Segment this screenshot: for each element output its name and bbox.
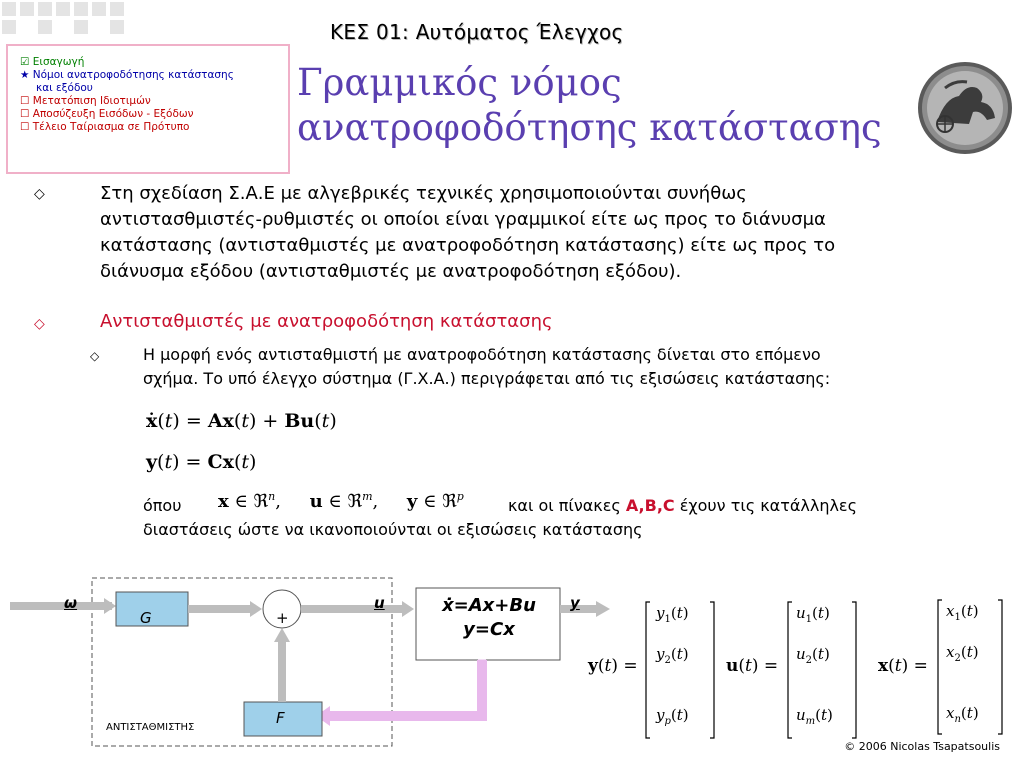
slide-title: Γραμμικός νόμος ανατροφοδότησης κατάστασης [297, 61, 882, 149]
u-vector-entries: $u_1(t)$ $u_2(t)$ $u_m(t)$ [796, 604, 833, 727]
dimension-definitions: x ∈ ℜ$^n$, u ∈ ℜ$^m$, y ∈ ℜ$^p$ [218, 490, 464, 512]
output-equation: y(t) = Cx(t) [146, 451, 257, 473]
omega-label: ω [64, 594, 78, 612]
y-vector-lhs: y(t) = [588, 656, 638, 676]
g-block-label: G [140, 609, 152, 627]
y-label: y [570, 594, 580, 612]
matrices-sentence: και οι πίνακες A,B,C έχουν τις κατάλληλες [508, 496, 857, 515]
copyright-footer: © 2006 Nicolas Tsapatsoulis [844, 740, 1000, 753]
header-title: ΚΕΣ 01: Αυτόματος Έλεγχος [330, 20, 624, 44]
bullet-marker: ◇ [34, 316, 45, 332]
g-block [116, 592, 188, 626]
matrices-names: A,B,C [625, 496, 675, 515]
outline-menu [6, 44, 290, 174]
state-feedback-path [322, 660, 482, 716]
x-vector-lhs: x(t) = [878, 656, 928, 676]
compensator-label: ΑΝΤΙΣΤΑΘΜΙΣΤΗΣ [106, 722, 195, 733]
dimensions-line: διαστάσεις ώστε να ικανοποιούνται οι εξισώσεις κατάστασης [143, 520, 643, 539]
u-label: u [374, 594, 385, 612]
bullet-marker: ◇ [34, 186, 45, 202]
state-equation: ẋ(t) = Ax(t) + Bu(t) [146, 410, 337, 432]
where-word: όπου [143, 496, 182, 515]
heading-state-feedback: Αντισταθμιστές με ανατροφοδότηση κατάστασης [100, 311, 553, 332]
f-block-label: F [276, 709, 285, 727]
x-vector-entries: $x_1(t)$ $x_2(t)$ $x_n(t)$ [946, 602, 979, 725]
paragraph-algebraic-design: Στη σχεδίαση Σ.Α.Ε με αλγεβρικές τεχνικές χρησιμοποιούνται συνήθως αντιστασθμιστές-ρυθμιστές οι οποίοι είναι γραμμικοί είτε ως προς το διάνυσμα κατάστασης (αντισταθμιστές με ανατροφοδότηση κατάστασης) είτε ως προς το διάνυσμα εξόδου (αντισταθμιστές με ανατροφοδότηση εξόδου). [100, 183, 836, 282]
coin-image [915, 58, 1015, 158]
menu-item-eigen[interactable]: ☐ Μετατόπιση Ιδιοτιμών [20, 95, 151, 107]
plant-equations: ẋ=Ax+Bu y=Cx [442, 595, 536, 640]
sub-bullet-marker: ◇ [90, 349, 100, 363]
y-vector-entries: $y_1(t)$ $y_2(t)$ $y_p(t)$ [656, 604, 689, 727]
plus-sign: + [276, 609, 289, 627]
header-decoration [0, 0, 130, 40]
menu-item-intro[interactable]: ☑ Εισαγωγή [20, 56, 85, 68]
menu-item-model-matching[interactable]: ☐ Τέλειο Ταίριασμα σε Πρότυπο [20, 121, 190, 133]
paragraph-compensator-form: Η μορφή ενός αντισταθμιστή με ανατροφοδότηση κατάστασης δίνεται στο επόμενο σχήμα. Το υπό έλεγχο σύστημα (Γ.Χ.Α.) περιγράφεται από τις εξισώσεις κατάστασης: [143, 345, 831, 388]
menu-item-decoupling[interactable]: ☐ Αποσύζευξη Εισόδων - Εξόδων [20, 108, 194, 120]
menu-item-state-feedback[interactable]: ★ Νόμοι ανατροφοδότησης κατάστασης [20, 69, 234, 81]
u-vector-lhs: u(t) = [726, 656, 779, 676]
menu-item-state-feedback-cont[interactable]: και εξόδου [36, 82, 93, 94]
